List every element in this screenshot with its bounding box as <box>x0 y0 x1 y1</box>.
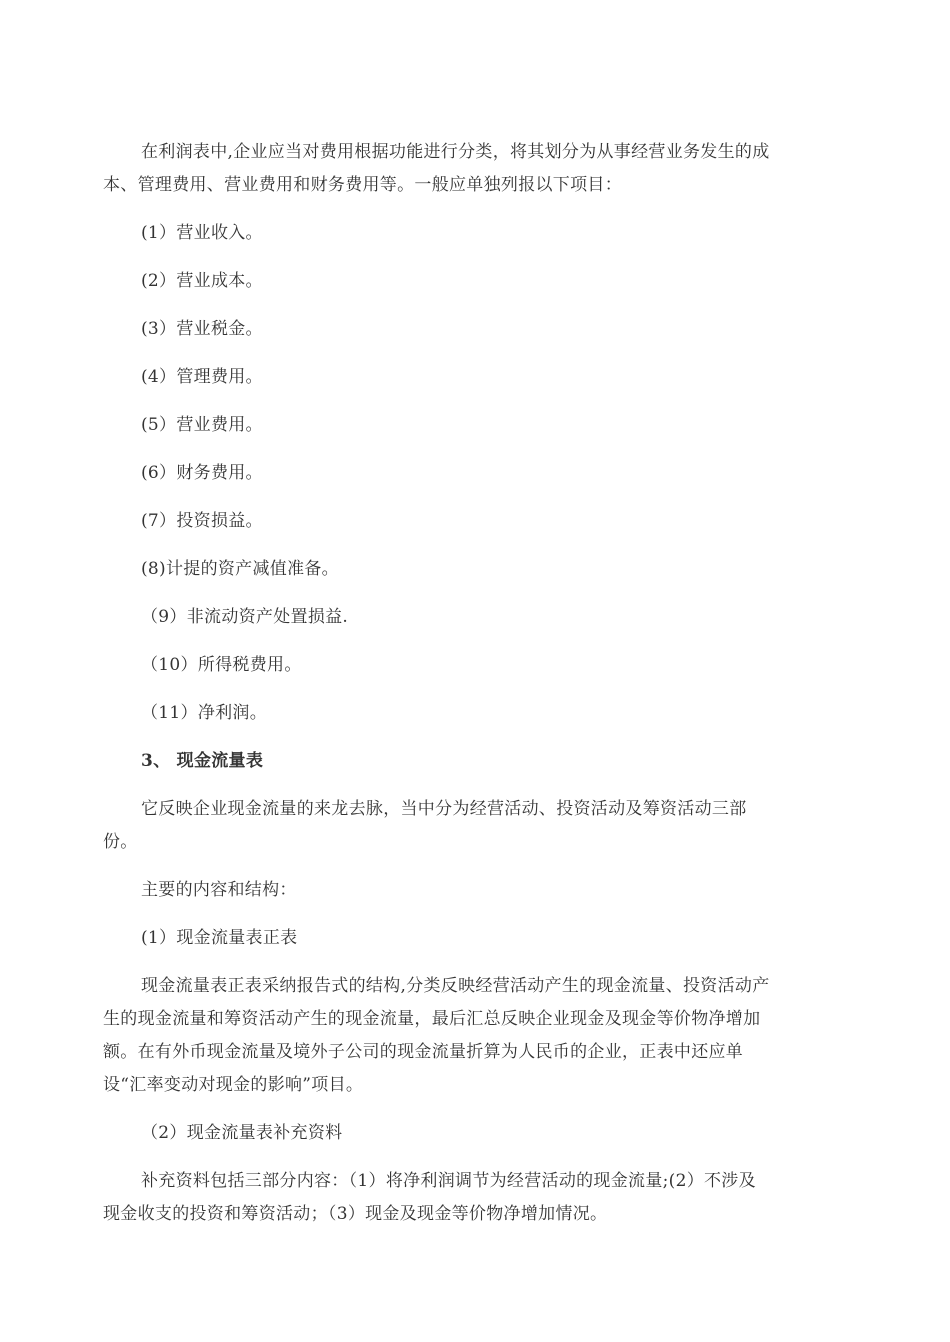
document-page <box>103 136 773 1246</box>
subsection-title: (1）现金流量表正表 <box>141 928 298 948</box>
list-item: (2）营业成本。 <box>141 271 263 291</box>
subsection-paragraph: 现金流量表正表采纳报告式的结构,分类反映经营活动产生的现金流量、投资活动产生的现金流量和筹资活动产生的现金流量，最后汇总反映企业现金及现金等价物净增加额。在有外币现金流量及境外子公司的现金流量折算为人民币的企业，正表中还应单设“汇率变动对现金的影响”项目。 <box>103 976 770 1095</box>
list-item: (8)计提的资产减值准备。 <box>141 559 339 579</box>
intro-paragraph: 在利润表中,企业应当对费用根据功能进行分类，将其划分为从事经营业务发生的成本、管理费用、营业费用和财务费用等。一般应单独列报以下项目： <box>103 142 770 195</box>
list-item: （10）所得税费用。 <box>141 655 302 675</box>
list-item: (6）财务费用。 <box>141 463 263 483</box>
subsection-title: （2）现金流量表补充资料 <box>141 1123 343 1143</box>
list-item: （9）非流动资产处置损益. <box>141 607 349 627</box>
list-item: (3）营业税金。 <box>141 319 263 339</box>
cashflow-paragraph: 它反映企业现金流量的来龙去脉，当中分为经营活动、投资活动及筹资活动三部份。 <box>103 799 747 852</box>
contents-label: 主要的内容和结构： <box>141 880 297 900</box>
list-item: (4）管理费用。 <box>141 367 263 387</box>
list-item: (1）营业收入。 <box>141 223 263 243</box>
list-item: (7）投资损益。 <box>141 511 263 531</box>
subsection-paragraph: 补充资料包括三部分内容：（1）将净利润调节为经营活动的现金流量;(2）不涉及现金收支的投资和筹资活动；（3）现金及现金等价物净增加情况。 <box>103 1171 756 1224</box>
section-heading: 3、 现金流量表 <box>141 751 264 771</box>
list-item: （11）净利润。 <box>141 703 268 723</box>
list-item: (5）营业费用。 <box>141 415 263 435</box>
